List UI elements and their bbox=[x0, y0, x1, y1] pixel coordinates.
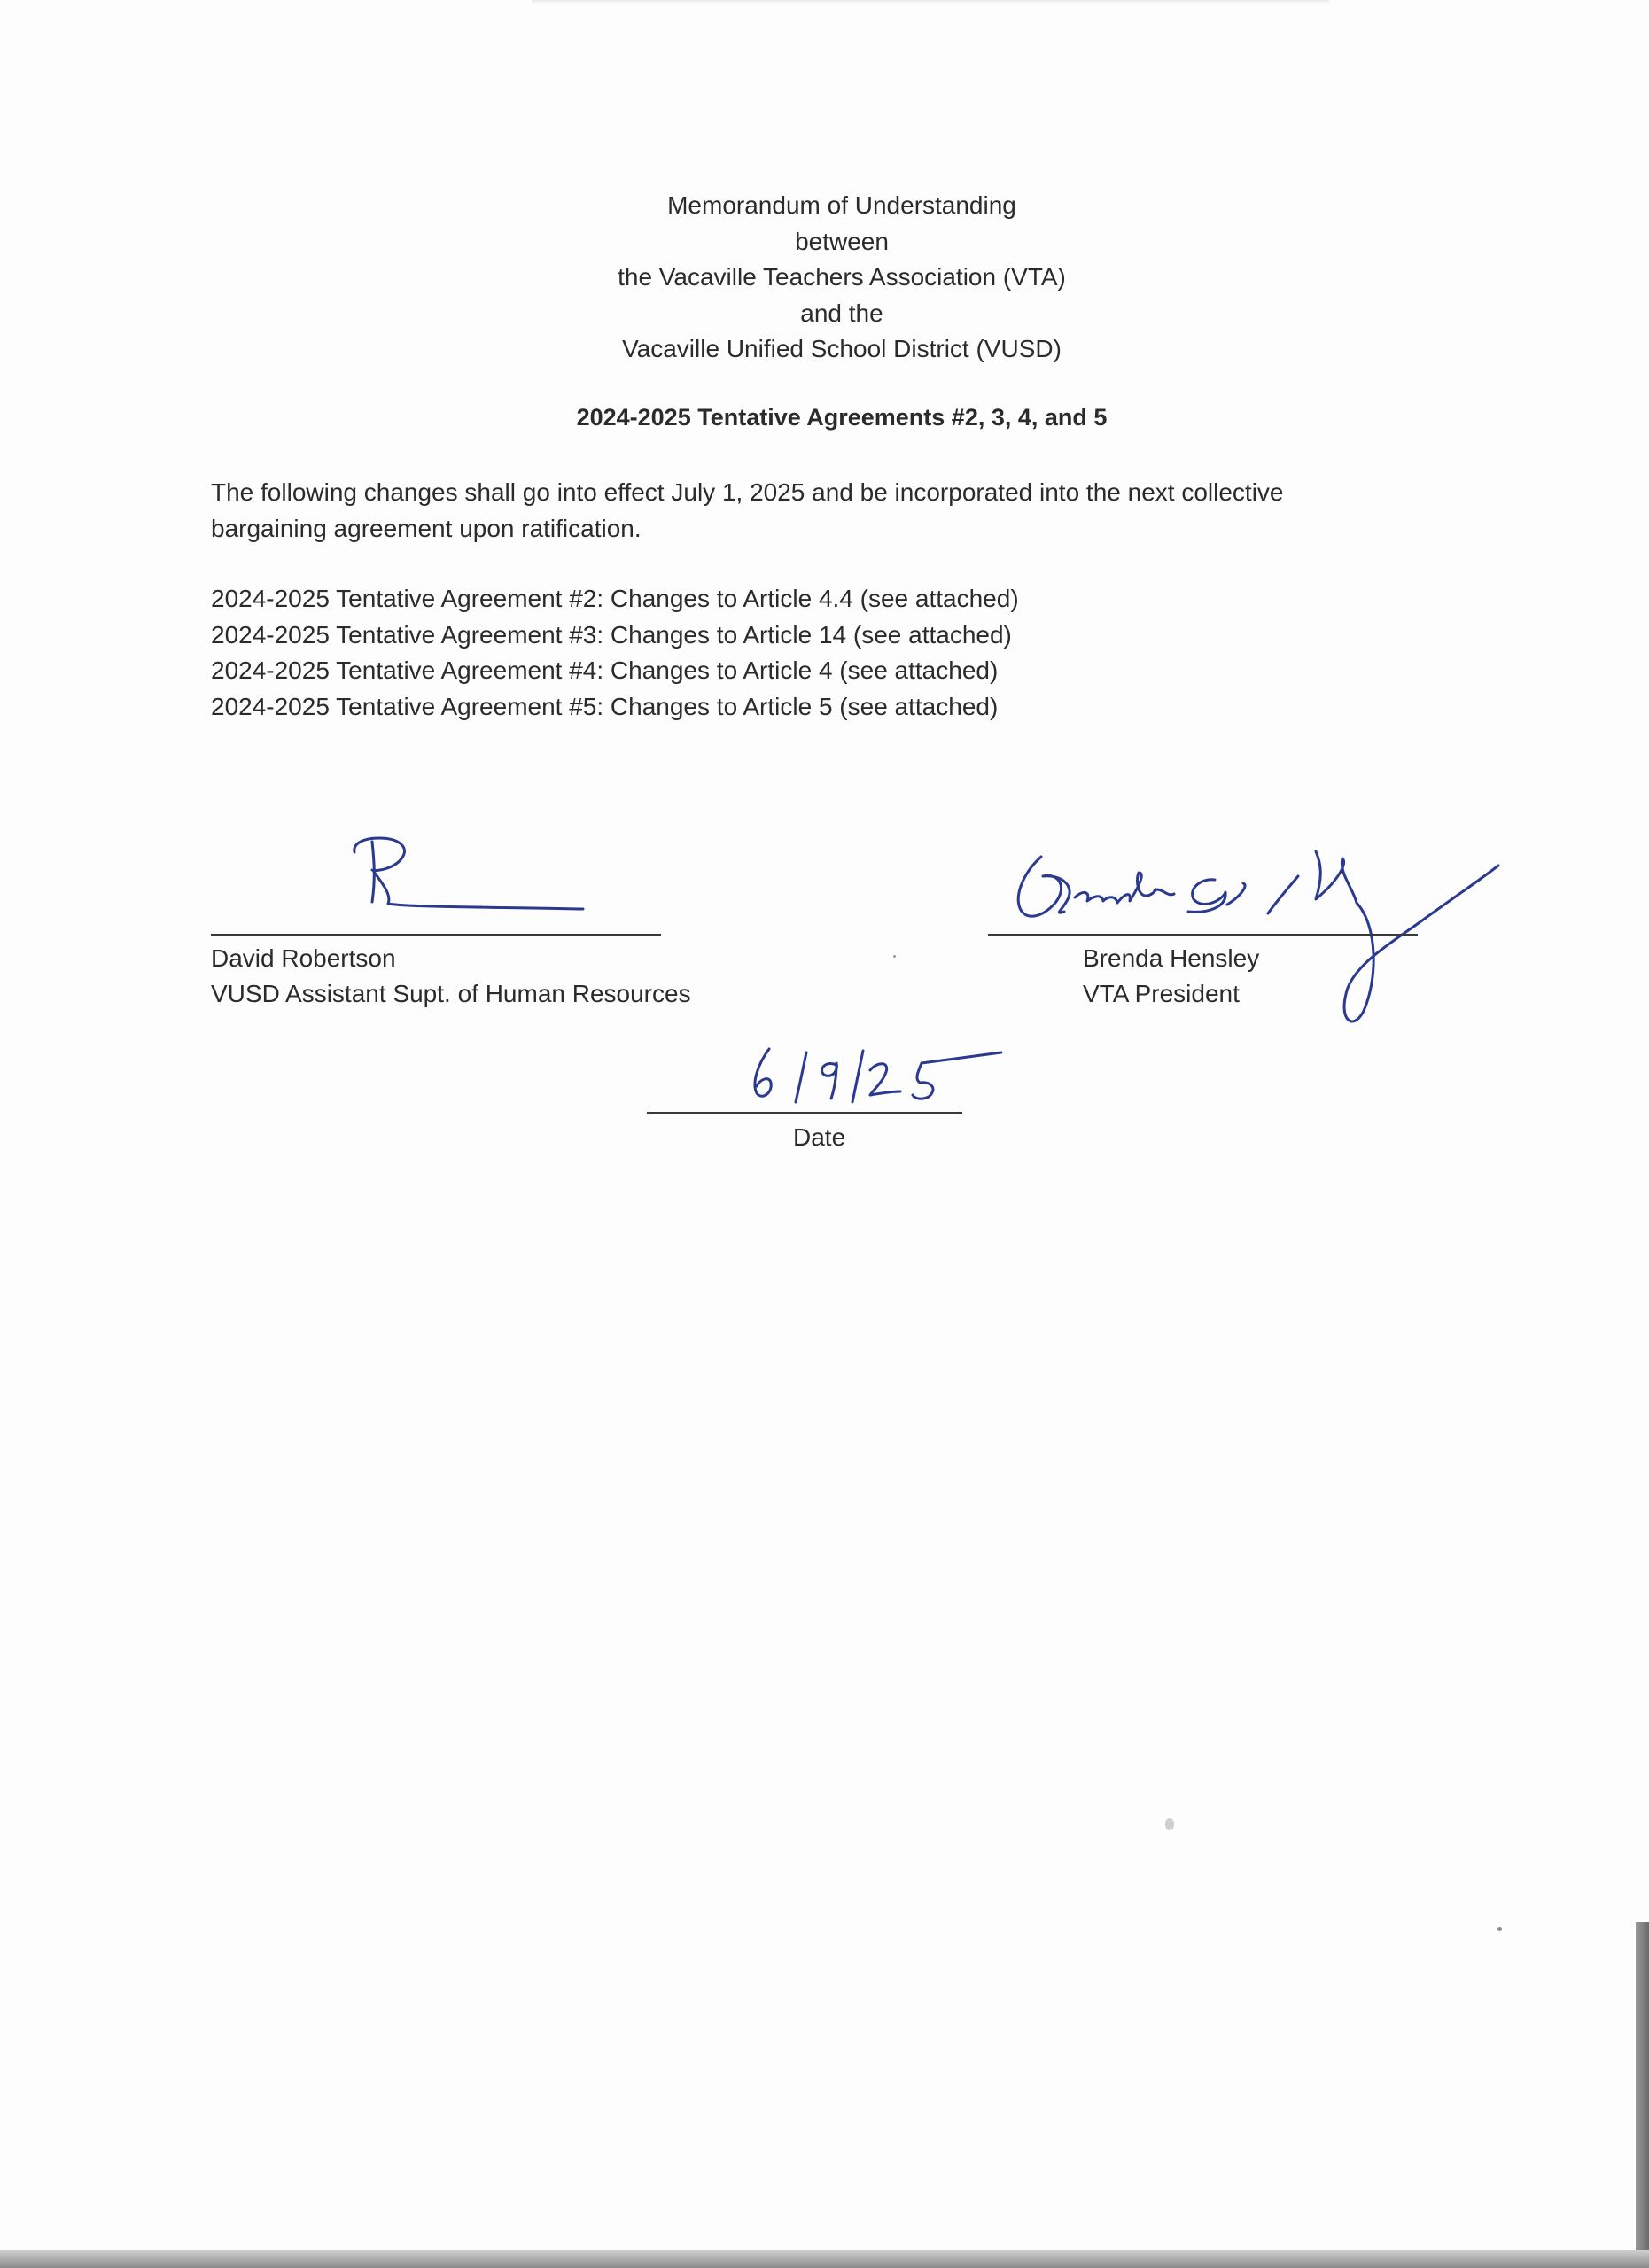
header-line-title: Memorandum of Understanding bbox=[667, 191, 1016, 219]
date-label: Date bbox=[793, 1123, 846, 1151]
header-line-vta: the Vacaville Teachers Association (VTA) bbox=[618, 263, 1066, 291]
memo-header bbox=[470, 188, 1214, 368]
district-signer-title: VUSD Assistant Supt. of Human Resources bbox=[211, 980, 691, 1007]
header-line-and: and the bbox=[800, 299, 883, 327]
handwritten-date bbox=[744, 1037, 1010, 1107]
signature-line-association bbox=[988, 934, 1418, 936]
scan-speck bbox=[893, 955, 896, 958]
scan-shadow-bottom bbox=[0, 2250, 1649, 2268]
scan-shadow-top bbox=[532, 0, 1329, 4]
scan-shadow-right bbox=[1636, 1922, 1649, 2268]
intro-line: bargaining agreement upon ratification. bbox=[211, 514, 642, 542]
agreement-item: 2024-2025 Tentative Agreement #5: Changes to Article 5 (see attached) bbox=[211, 692, 999, 720]
signature-line-district bbox=[211, 934, 661, 936]
agreements-title: 2024-2025 Tentative Agreements #2, 3, 4, and 5 bbox=[576, 404, 1108, 431]
association-signer-title: VTA President bbox=[1083, 980, 1240, 1007]
intro-line: The following changes shall go into effect July 1, 2025 and be incorporated into the next collective bbox=[211, 478, 1284, 506]
signature-line-date bbox=[647, 1112, 962, 1114]
scan-speck bbox=[1165, 1818, 1174, 1830]
district-signer-name: David Robertson bbox=[211, 944, 396, 972]
header-line-between: between bbox=[795, 227, 889, 255]
intro-paragraph bbox=[211, 475, 1451, 547]
agreement-item: 2024-2025 Tentative Agreement #3: Changes to Article 14 (see attached) bbox=[211, 620, 1012, 649]
scan-speck bbox=[1497, 1927, 1502, 1931]
agreement-item: 2024-2025 Tentative Agreement #2: Changes to Article 4.4 (see attached) bbox=[211, 585, 1019, 612]
signature-robertson bbox=[337, 833, 603, 913]
header-line-vusd: Vacaville Unified School District (VUSD) bbox=[622, 335, 1062, 362]
agreements-list bbox=[211, 581, 1363, 725]
association-signer-name: Brenda Hensley bbox=[1083, 944, 1260, 972]
agreement-item: 2024-2025 Tentative Agreement #4: Changes to Article 4 (see attached) bbox=[211, 656, 999, 684]
signature-hensley bbox=[1006, 846, 1502, 1032]
